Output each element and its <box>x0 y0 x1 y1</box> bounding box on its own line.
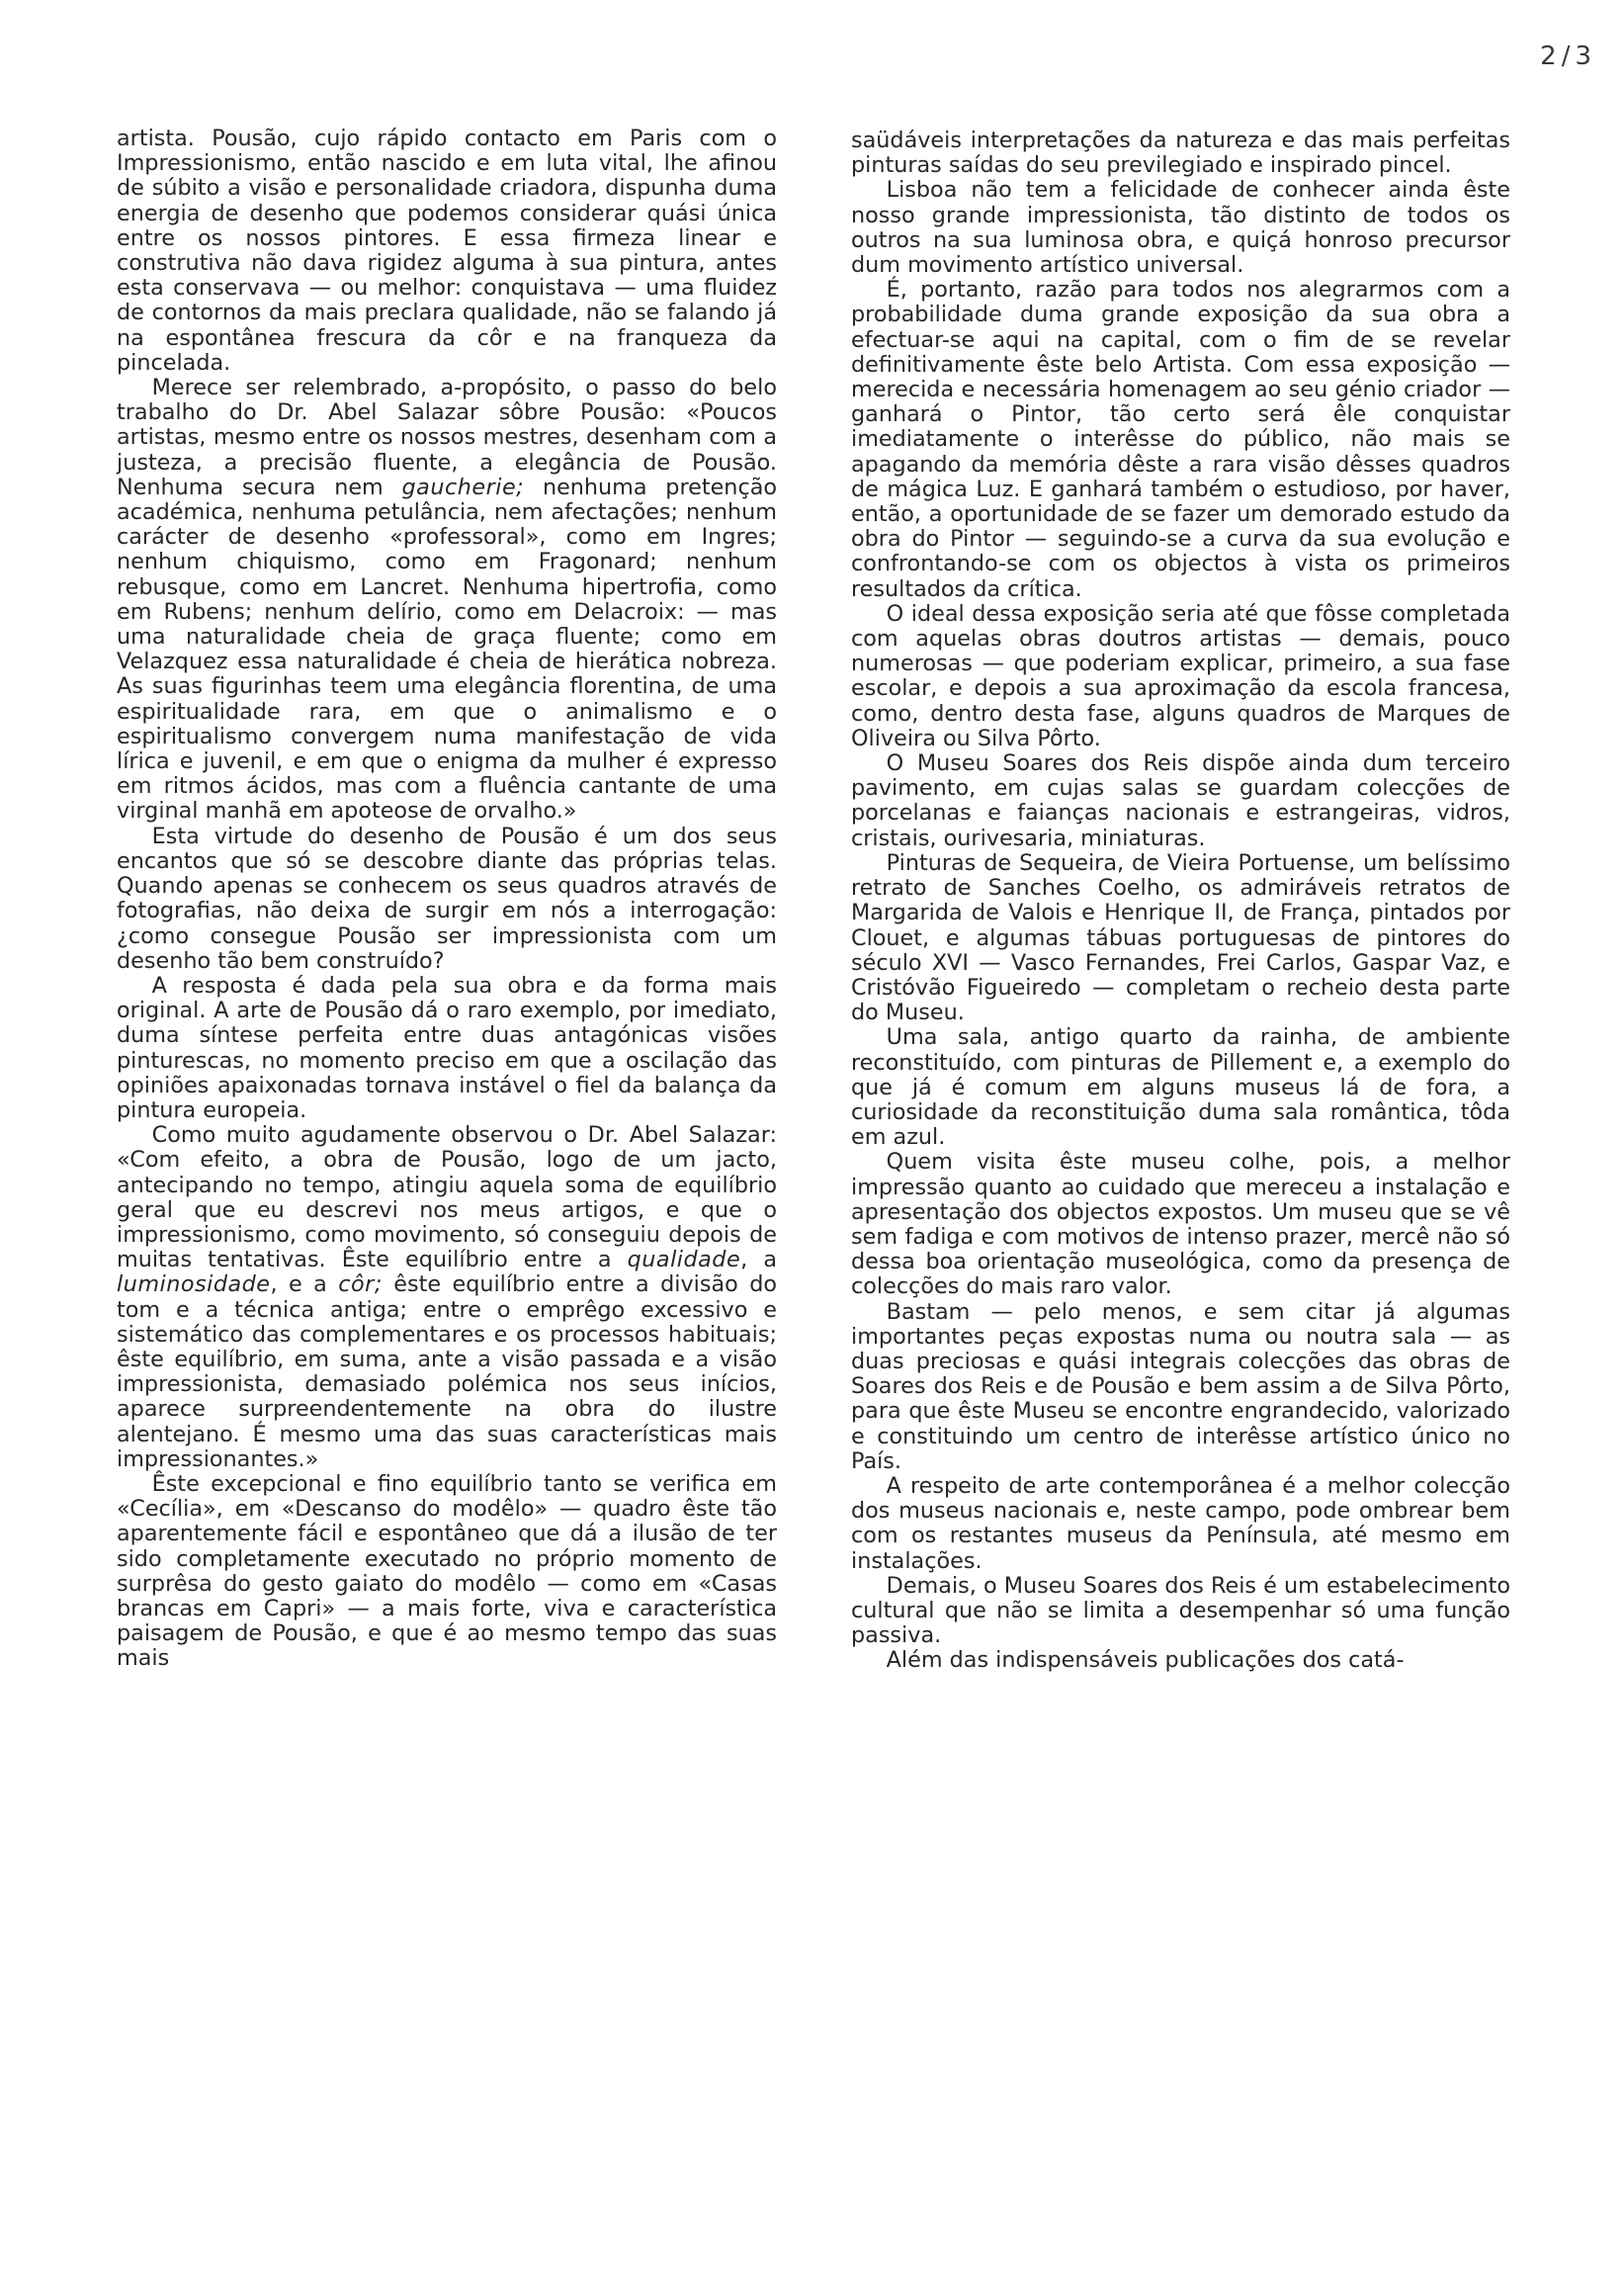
italic-term: gaucherie; <box>401 474 525 500</box>
paragraph-11: Demais, o Museu Soares dos Reis é um estabelecimento cultural que não se limita a desempenhar só uma função passiva. <box>851 1572 1510 1649</box>
paragraph-6 <box>117 1472 777 1672</box>
text-run: Como muito agudamente observou o Dr. Abel Salazar: «Com efeito, a obra de Pousão, logo de um jacto, antecipando no tempo, atingiu aquela soma de equilíbrio geral que eu descrevi nos meus artigos, e que o impressionismo, como movimento, só conseguiu depois de muitas tentativas. Êste equilíbrio entre a <box>117 1122 777 1273</box>
paragraph-4: O ideal dessa exposição seria até que fôsse completada com aquelas obras doutros artistas — demais, pouco numerosas — que poderiam explicar, primeiro, a sua fase escolar, e depois a sua aproximação da escola francesa, como, dentro desta fase, alguns quadros de Marques de Oliveira ou Silva Pôrto. <box>851 600 1510 751</box>
text-run: Êste excepcional e fino equilíbrio tanto se verifica em «Cecília», em «Descanso do modêlo» — quadro êste tão aparentemente fácil e espontâneo que dá a ilusão de ter sido completamente executado no próprio momento de surprêsa do gesto gaiato do modêlo — como em «Casas brancas em Capri» — a mais forte, viva e característica paisagem de Pousão, e que é ao mesmo tempo das suas mais <box>117 1470 777 1672</box>
paragraph-9: Bastam — pelo menos, e sem citar já algumas importantes peças expostas numa ou noutra sala — as duas preciosas e quási integrais colecções das obras de Soares dos Reis e de Pousão e bem assim a de Silva Pôrto, para que êste Museu se encontre engrandecido, valorizado e constituindo um centro de interêsse artístico único no País. <box>851 1298 1510 1474</box>
paragraph-5 <box>117 1123 777 1472</box>
text-run: , e a <box>270 1271 327 1298</box>
paragraph-1: saüdáveis interpretações da natureza e das mais perfeitas pinturas saídas do seu previlegiado e inspirado pincel. <box>851 128 1510 179</box>
paragraph-5: O Museu Soares dos Reis dispõe ainda dum terceiro pavimento, em cujas salas se guardam colecções de porcelanas e faianças nacionais e estrangeiras, vidros, cristais, ourivesaria, miniaturas. <box>851 750 1510 851</box>
paragraph-1 <box>117 127 777 376</box>
paragraph-12: Além das indispensáveis publicações dos catá- <box>886 1647 1405 1674</box>
text-run: Merece ser relembrado, a-propósito, o passo do belo trabalho do Dr. Abel Salazar sôbre Pousão: «Poucos artistas, mesmo entre os nossos mestres, desenham com a justeza, a precisão fluente, a elegância de Pousão. Nenhuma secura nem <box>117 375 777 500</box>
page-number: 2/3 <box>1540 42 1596 71</box>
right-column <box>851 129 1510 1674</box>
text-run: êste equilíbrio entre a divisão do tom e a técnica antiga; entre o emprêgo excessivo e sistemático das complementares e os processos habituais; êste equilíbrio, em suma, ante a visão passada e a visão impressionista, demasiado polémica nos seus inícios, aparece surpreendentemente na obra do ilustre alentejano. É mesmo uma das suas características mais impressionantes.» <box>117 1271 777 1472</box>
paragraph-3: É, portanto, razão para todos nos alegrarmos com a probabilidade duma grande exposição da sua obra a efectuar-se aqui na capital, com o fim de se revelar definitivamente êste belo Artista. Com essa exposição — merecida e necessária homenagem ao seu génio criador — ganhará o Pintor, tão certo será êle conquistar imediatamente o interêsse do público, não mais se apagando da memória dêste a rara visão dêsses quadros de mágica Luz. E ganhará também o estudioso, por haver, então, a oportunidade de se fazer um demorado estudo da obra do Pintor — seguindo-se a curva da sua evolução e confrontando-se com os objectos à vista os primeiros resultados da crítica. <box>851 277 1510 602</box>
left-column <box>117 127 777 1672</box>
paragraph-7: Uma sala, antigo quarto da rainha, de ambiente reconstituído, com pinturas de Pillement e, a exemplo do que já é comum em alguns museus lá de fora, a curiosidade da reconstituição duma sala romântica, tôda em azul. <box>851 1024 1510 1151</box>
paragraph-6: Pinturas de Sequeira, de Vieira Portuense, um belíssimo retrato de Sanches Coelho, os admiráveis retratos de Margarida de Valois e Henrique II, de França, pintados por Clouet, e algumas tábuas portuguesas de pintores do século XVI — Vasco Fernandes, Frei Carlos, Gaspar Vaz, e Cristóvão Figueiredo — completam o recheio desta parte do Museu. <box>851 849 1510 1026</box>
italic-term: côr; <box>338 1271 383 1298</box>
text-run: artista. Pousão, cujo rápido contacto em Paris com o Impressionismo, então nascido e em luta vital, lhe afinou de súbito a visão e personalidade criadora, dispunha duma energia de desenho que podemos considerar quási única entre os nossos pintores. E essa firmeza linear e construtiva não dava rigidez alguma à sua pintura, antes esta conservava — ou melhor: conquistava — uma fluidez de contornos da mais preclara qualidade, não se falando já na espontânea frescura da côr e na franqueza da pincelada. <box>117 126 777 376</box>
text-run: A resposta é dada pela sua obra e da forma mais original. A arte de Pousão dá o raro exemplo, por imediato, duma síntese perfeita entre duas antagónicas visões pinturescas, no momento preciso em que a oscilação das opiniões apaixonadas tornava instável o fiel da balança da pintura europeia. <box>117 972 777 1123</box>
paragraph-2 <box>117 376 777 825</box>
paragraph-3 <box>117 825 777 974</box>
text-run: , a <box>740 1247 778 1273</box>
italic-term: luminosidade <box>117 1271 271 1298</box>
paragraph-10: A respeito de arte contemporânea é a melhor colecção dos museus nacionais e, neste campo, pode ombrear bem com os restantes museus da Península, até mesmo em instalações. <box>851 1472 1510 1574</box>
italic-term: qualidade <box>627 1247 741 1273</box>
text-run: Esta virtude do desenho de Pousão é um dos seus encantos que só se descobre diante das próprias telas. Quando apenas se conhecem os seus quadros através de fotografias, não deixa de surgir em nós a interrogação: ¿como consegue Pousão ser impressionista com um desenho tão bem construído? <box>117 823 777 974</box>
paragraph-8: Quem visita êste museu colhe, pois, a melhor impressão quanto ao cuidado que mereceu a instalação e apresentação dos objectos expostos. Um museu que se vê sem fadiga e com motivos de intenso prazer, mercê não só dessa boa orientação museológica, como da presença de colecções do mais raro valor. <box>851 1149 1510 1300</box>
paragraph-2: Lisboa não tem a felicidade de conhecer ainda êste nosso grande impressionista, tão distinto de todos os outros na sua luminosa obra, e quiçá honroso precursor dum movimento artístico universal. <box>851 177 1510 279</box>
text-run: nenhuma pretenção académica, nenhuma petulância, nem afectações; nenhum carácter de desenho «professoral», como em Ingres; nenhum chiquismo, como em Fragonard; nenhum rebusque, como em Lancret. Nenhuma hipertrofia, como em Rubens; nenhum delírio, como em Delacroix: — mas uma naturalidade cheia de graça fluente; como em Velazquez essa naturalidade é cheia de hierática nobreza. As suas figurinhas teem uma elegância florentina, de uma espiritualidade rara, em que o animalismo e o espiritualismo convergem numa manifestação de vida lírica e juvenil, e em que o enigma da mulher é expresso em ritmos ácidos, mas com a fluência cantante de uma virginal manhã em apoteose de orvalho.» <box>117 474 778 825</box>
paragraph-4 <box>117 974 777 1123</box>
